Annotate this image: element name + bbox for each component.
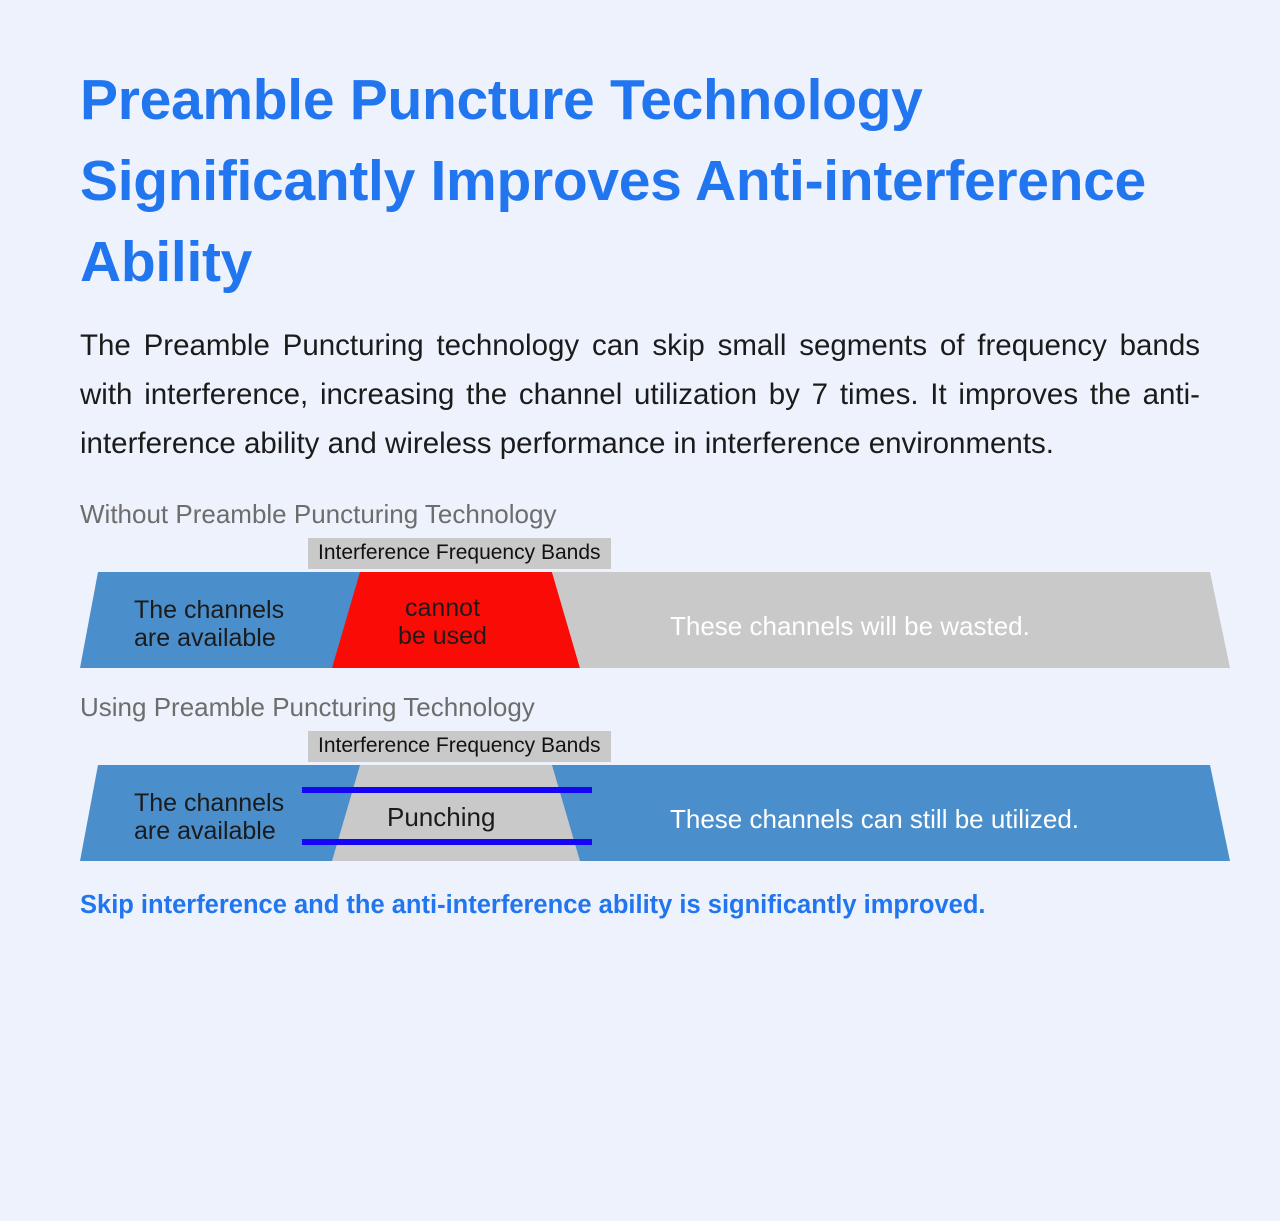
section-label-without: Without Preamble Puncturing Technology <box>80 498 557 529</box>
label-channels-available-using <box>134 789 284 845</box>
diagram-without-puncturing <box>80 538 1230 656</box>
label-channels-utilized: These channels can still be utilized. <box>670 803 1080 834</box>
diagram-using-puncturing <box>80 731 1230 849</box>
section-label-using: Using Preamble Puncturing Technology <box>80 691 535 722</box>
label-line-2: be used <box>398 621 487 650</box>
interference-band-label-using: Interference Frequency Bands <box>308 731 611 762</box>
label-line-1: cannot <box>404 593 481 622</box>
label-line-1: The channels <box>134 788 285 817</box>
label-line-2: are available <box>134 623 276 652</box>
interference-band-label-without: Interference Frequency Bands <box>308 538 611 569</box>
label-line-1: The channels <box>134 595 285 624</box>
label-channels-available-without <box>134 596 284 652</box>
label-line-2: are available <box>134 816 276 845</box>
page-title: Preamble Puncture Technology Significantly Improves Anti-interference Ability <box>80 68 1146 294</box>
punch-line-top <box>302 787 592 793</box>
punch-line-bottom <box>302 839 592 845</box>
footer-note: Skip interference and the anti-interference ability is significantly improved. <box>80 890 986 919</box>
label-channels-wasted: These channels will be wasted. <box>670 610 1030 641</box>
label-cannot-be-used <box>398 594 487 650</box>
label-punching: Punching <box>387 801 496 832</box>
intro-paragraph: The Preamble Puncturing technology can skip small segments of frequency bands with interference, increasing the channel utilization by 7 times. It improves the anti-interference ability and wireless performance in interference environments. <box>80 328 1200 461</box>
